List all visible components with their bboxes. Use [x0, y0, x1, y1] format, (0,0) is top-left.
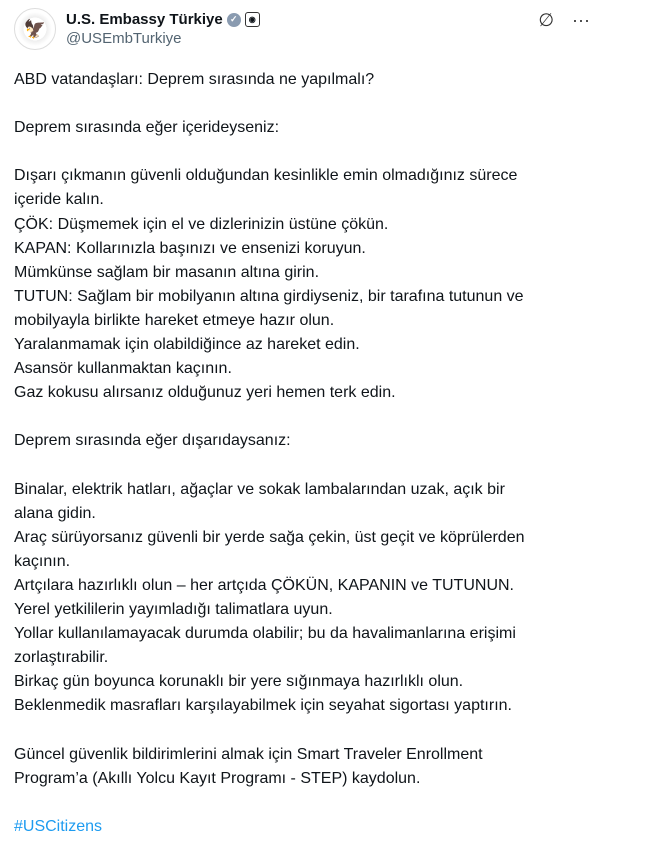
more-icon[interactable]: ···: [572, 10, 590, 30]
tweet-line: Yaralanmamak için olabildiğince az hareket edin.: [14, 336, 360, 354]
tweet-line: Mümkünse sağlam bir masanın altına girin.: [14, 263, 320, 281]
hashtag-link[interactable]: #USCitizens: [14, 817, 103, 835]
tweet-line: alana gidin.: [14, 504, 96, 522]
tweet-line: zorlaştırabilir.: [14, 649, 109, 667]
tweet-line: ABD vatandaşları: Deprem sırasında ne yapılmalı?: [14, 71, 375, 88]
tweet-line: Gaz kokusu alırsanız olduğunuz yeri hemen terk edin.: [14, 384, 396, 402]
tweet-line: Dışarı çıkmanın güvenli olduğundan kesinlikle emin olmadığınız sürece: [14, 167, 518, 185]
grok-icon[interactable]: ∅: [538, 10, 555, 30]
tweet-line: TUTUN: Sağlam bir mobilyanın altına girdiyseniz, bir tarafına tutunun ve: [14, 287, 524, 305]
account-handle[interactable]: @USEmbTurkiye: [66, 30, 182, 47]
paragraph-gap: [14, 719, 524, 743]
paragraph-gap: [14, 92, 524, 116]
tweet-line: Program’a (Akıllı Yolcu Kayıt Programı - STEP) kaydolun.: [14, 769, 421, 787]
tweet-line: Asansör kullanmaktan kaçının.: [14, 360, 232, 378]
tweet-line: Güncel güvenlik bildirimlerini almak için Smart Traveler Enrollment: [14, 745, 483, 763]
tweet-line: Yerel yetkililerin yayımladığı talimatlara uyun.: [14, 601, 333, 619]
tweet-line: Beklenmedik masrafları karşılayabilmek için seyahat sigortası yaptırın.: [14, 697, 512, 715]
tweet-line: mobilyayla birlikte hareket etmeye hazır olun.: [14, 311, 335, 329]
tweet-line: ÇÖK: Düşmemek için el ve dizlerinizin üstüne çökün.: [14, 215, 389, 233]
tweet-line: içeride kalın.: [14, 191, 104, 209]
government-seal-icon: ◉: [245, 12, 260, 27]
tweet-line: kaçının.: [14, 552, 71, 570]
tweet-line: Birkaç gün boyunca korunaklı bir yere sığınmaya hazırlıklı olun.: [14, 673, 464, 691]
avatar[interactable]: 🦅: [14, 8, 56, 50]
paragraph-gap: [14, 454, 524, 478]
tweet-line: Artçılara hazırlıklı olun – her artçıda ÇÖKÜN, KAPANIN ve TUTUNUN.: [14, 576, 514, 594]
tweet-line: Binalar, elektrik hatları, ağaçlar ve sokak lambalarından uzak, açık bir: [14, 480, 505, 498]
tweet-line: Yollar kullanılamayacak durumda olabilir; bu da havalimanlarına erişimi: [14, 625, 516, 643]
tweet-line: KAPAN: Kollarınızla başınızı ve ensenizi koruyun.: [14, 239, 366, 257]
paragraph-gap: [14, 405, 524, 429]
tweet-text: [14, 68, 524, 839]
tweet-line: Deprem sırasında eğer içerideyseniz:: [14, 119, 280, 137]
paragraph-gap: [14, 791, 524, 815]
tweet-line: Deprem sırasında eğer dışarıdaysanız:: [14, 432, 291, 450]
verified-badge-icon: ✓: [227, 13, 241, 27]
tweet-header: [14, 6, 260, 52]
account-name[interactable]: U.S. Embassy Türkiye: [66, 11, 223, 28]
tweet-line: Araç sürüyorsanız güvenli bir yerde sağa çekin, üst geçit ve köprülerden: [14, 528, 525, 546]
paragraph-gap: [14, 140, 524, 164]
